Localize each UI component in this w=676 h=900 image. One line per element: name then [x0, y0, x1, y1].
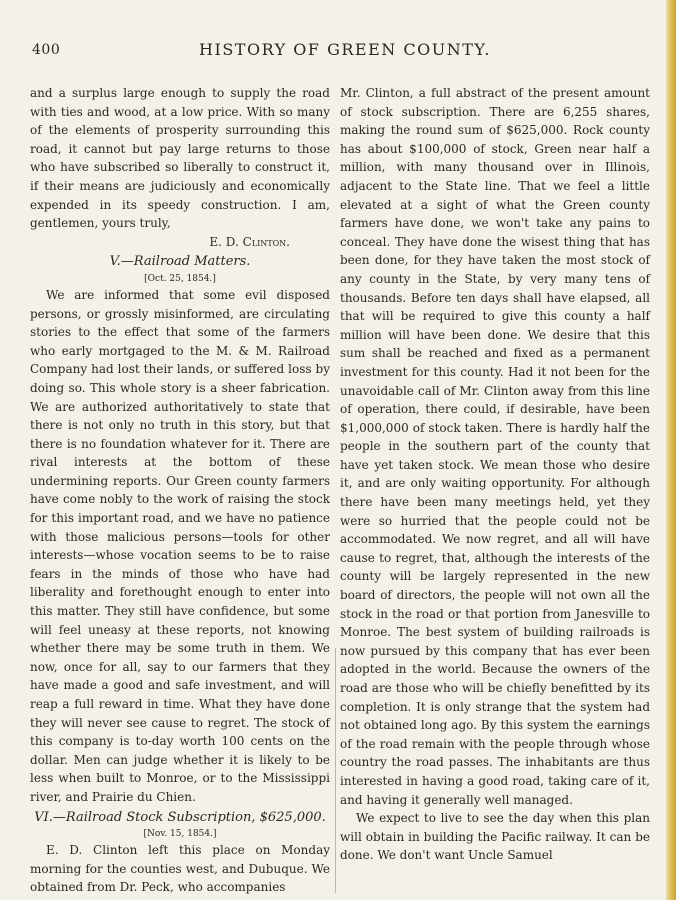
section-5-title: V.—Railroad Matters. [109, 254, 251, 270]
column-divider [335, 648, 336, 893]
running-head: HISTORY OF GREEN COUNTY. [199, 40, 491, 59]
section-5-date: [Oct. 25, 1854.] [144, 273, 216, 284]
section-5-body: We are informed that some evil disposed persons, or grossly misinformed, are circulating stories to the effect that some of the farmers who early mortgaged to the M. & M. Railroad Company had lost their lands, or suffered loss by doing so. This whole story is a sheer fabrication. We are authorized authoritatively to state that there is not only no truth in this story, but that there is no foundation whatever for it. There are rival interests at the bottom of these undermining reports. Our Green county farmers have come nobly to the work of raising the stock for this important road, and we have no patience with those malicious persons—tools for other interests—whose vocation seems to be to raise fears in the minds of those who have had liberality and forethought enough to enter into this matter. They still have confidence, but some will feel uneasy at these reports, not knowing whether there may be some truth in them. We now, once for all, say to our farmers that they have made a good and safe investment, and will reap a full reward in time. What they have done they will never see cause to regret. The stock of this company is to-day worth 100 cents on the dollar. Men can judge whether it is likely to be less when built to Monroe, or to the Mississippi river, and Prairie du Chien. [30, 287, 330, 804]
right-paragraph-2: We expect to live to see the day when this plan will obtain in building the Pacific railway. It can be done. We don't want Uncle Samuel [340, 811, 650, 863]
signature: E. D. Clinton. [209, 234, 290, 249]
continued-paragraph: and a surplus large enough to supply the road with ties and wood, at a low price. With so many of the elements of prosperity surrounding this road, it cannot but pay large returns to those who have subscribed so liberally to construct it, if their means are judiciously and economically expended in its speedy construction. I am, gentlemen, yours truly, [30, 86, 330, 231]
section-6-date: [Nov. 15, 1854.] [143, 829, 217, 840]
page-edge [666, 0, 676, 900]
right-column [340, 84, 650, 865]
right-paragraph-1: Mr. Clinton, a full abstract of the present amount of stock subscription. There are 6,255 shares, making the round sum of $625,000. Rock county has about $100,000 of stock, Green near half a million, with many thousand over in Illinois, adjacent to the State line. That we feel a little elevated at a sight of what the Green county farmers have done, we won't take any pains to conceal. They have done the wisest thing that has been done, for they have taken the most stock of any county in the State, by very many tens of thousands. Before ten days shall have elapsed, all that will be required to give this county a half million will have been done. We desire that this sum shall be reached and fixed as a permanent investment for this county. Had it not been for the unavoidable call of Mr. Clinton away from this line of operation, there could, if desirable, have been $1,000,000 of stock taken. There is hardly half the people in the southern part of the county that have yet taken stock. We mean those who desire it, and are only waiting opportunity. For although there have been many meetings held, yet they were so hurried that the people could not be accommodated. We now regret, and all will have cause to regret, that, although the interests of the county will be largely represented in the new board of directors, the people will not own all the stock in the road or that portion from Janesville to Monroe. The best system of building railroads is now pursued by this company that has ever been adopted in the world. Because the owners of the road are those who will be chiefly benefitted by its completion. It is only strange that the system had not obtained long ago. By this system the earnings of the road remain with the people through whose country the road passes. The inhabitants are thus interested in having a good road, taking care of it, and having it generally well managed. [340, 86, 650, 807]
section-6-body: E. D. Clinton left this place on Monday morning for the counties west, and Dubuque. We obtained from Dr. Peck, who accompanies [30, 843, 330, 895]
page-number: 400 [32, 42, 61, 58]
page-header [30, 40, 660, 62]
left-column [30, 84, 330, 897]
section-6-title: VI.—Railroad Stock Subscription, $625,000. [34, 809, 326, 825]
